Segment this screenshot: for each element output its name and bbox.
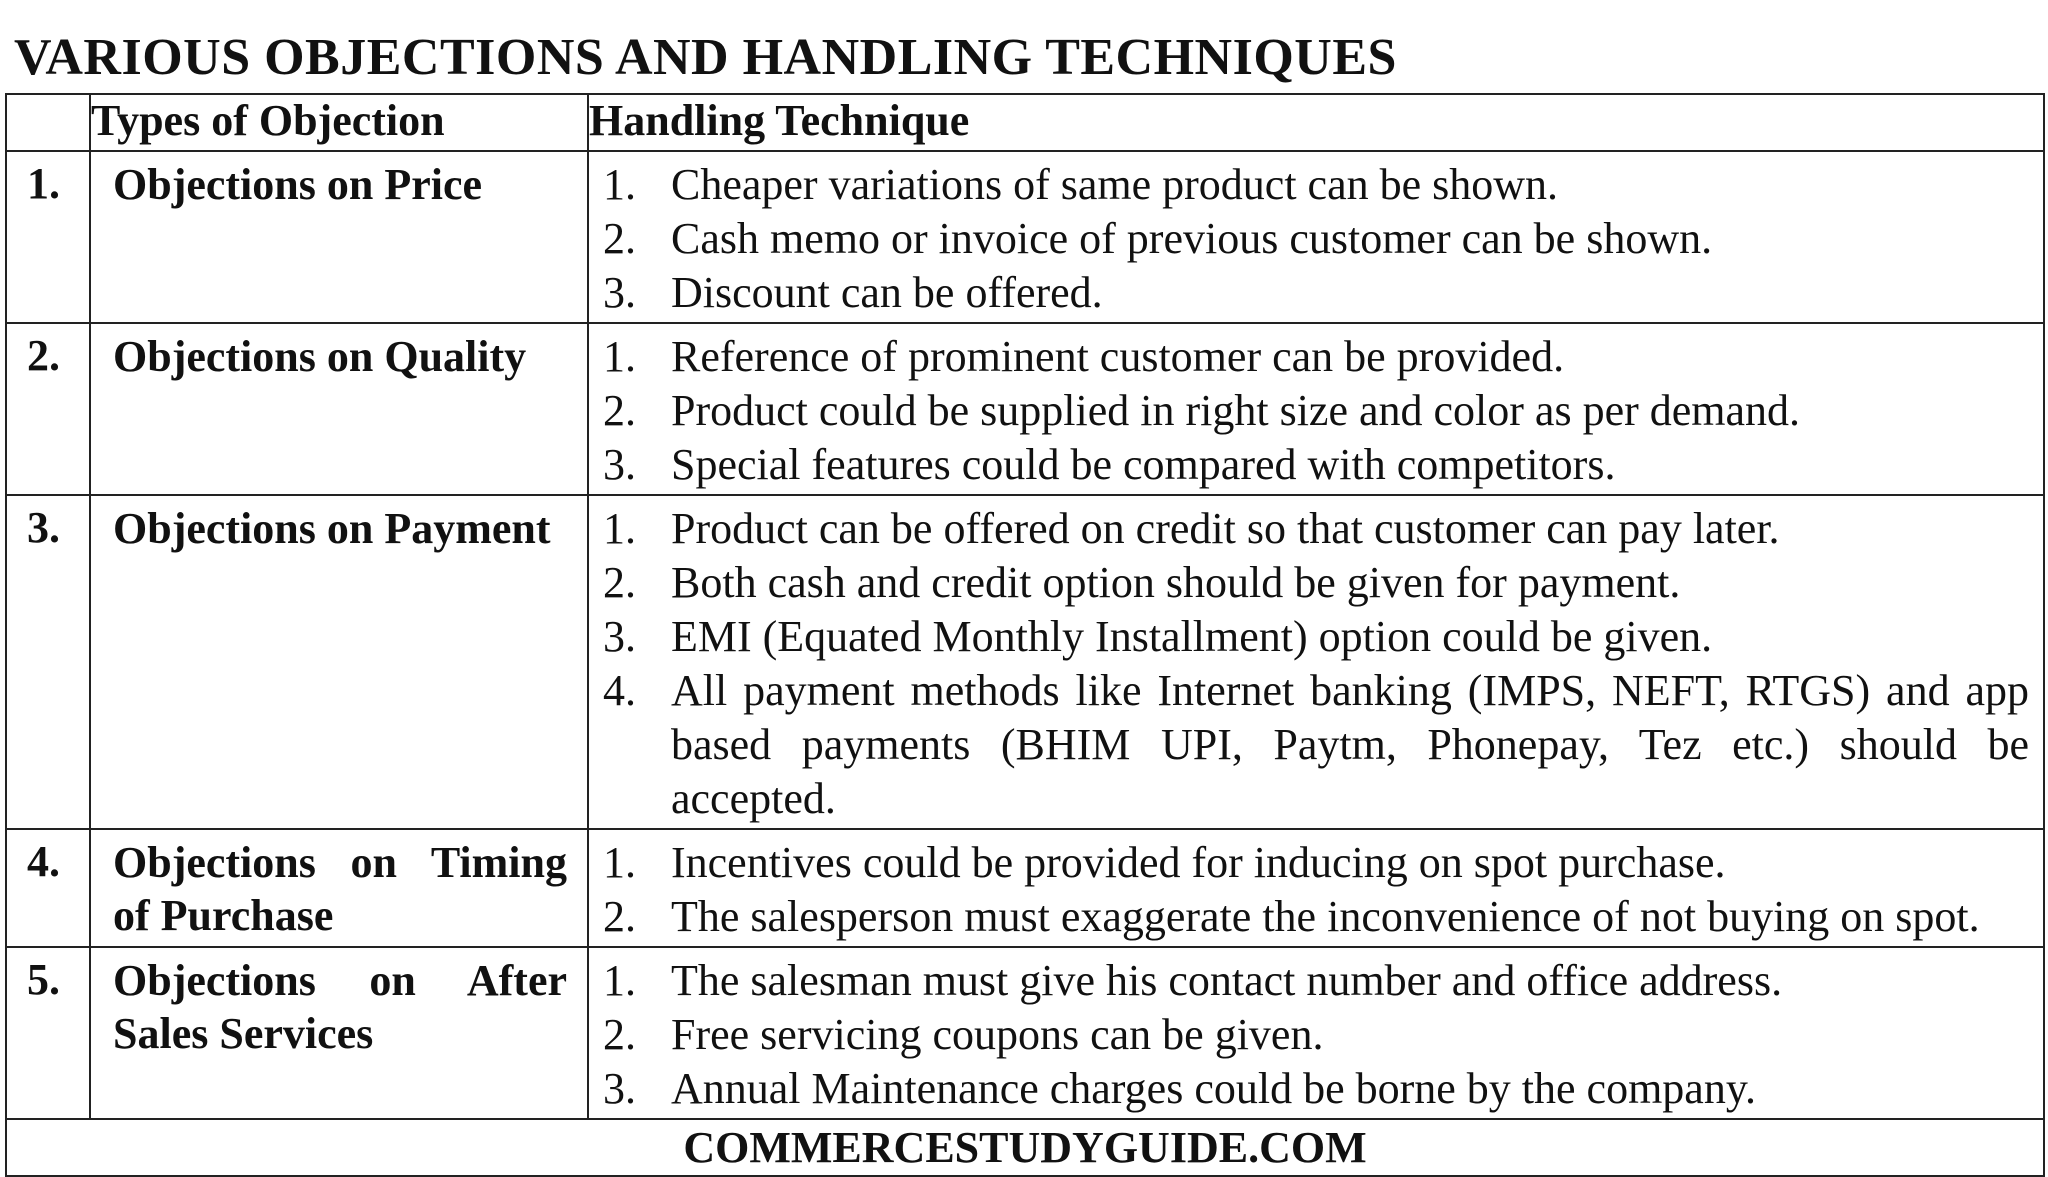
technique-number: 2. bbox=[603, 558, 636, 607]
handling-techniques-cell bbox=[588, 829, 2044, 947]
list-item bbox=[603, 330, 2029, 384]
list-item bbox=[603, 890, 2029, 944]
technique-number: 1. bbox=[603, 956, 636, 1005]
technique-text: Both cash and credit option should be given for payment. bbox=[671, 558, 1681, 607]
table-header-row bbox=[6, 94, 2044, 151]
technique-number: 1. bbox=[603, 504, 636, 553]
technique-number: 1. bbox=[603, 838, 636, 887]
technique-text: Incentives could be provided for inducing on spot purchase. bbox=[671, 838, 1726, 887]
list-item bbox=[603, 556, 2029, 610]
list-item bbox=[603, 1062, 2029, 1116]
header-objection-type: Types of Objection bbox=[90, 94, 588, 151]
header-handling-technique: Handling Technique bbox=[588, 94, 2044, 151]
handling-techniques-cell bbox=[588, 323, 2044, 495]
row-number: 3. bbox=[6, 495, 90, 829]
list-item bbox=[603, 1008, 2029, 1062]
technique-text: Cash memo or invoice of previous customer can be shown. bbox=[671, 214, 1713, 263]
technique-number: 3. bbox=[603, 1064, 636, 1113]
technique-text: The salesman must give his contact number and office address. bbox=[671, 956, 1783, 1005]
header-number bbox=[6, 94, 90, 151]
technique-text: Special features could be compared with competitors. bbox=[671, 440, 1616, 489]
handling-techniques-cell bbox=[588, 947, 2044, 1119]
table-row bbox=[6, 947, 2044, 1119]
list-item bbox=[603, 836, 2029, 890]
technique-number: 2. bbox=[603, 386, 636, 435]
list-item bbox=[603, 502, 2029, 556]
objection-type: Objections on Price bbox=[90, 151, 588, 323]
technique-text: Discount can be offered. bbox=[671, 268, 1103, 317]
technique-list bbox=[589, 948, 2043, 1118]
list-item bbox=[603, 664, 2029, 826]
technique-number: 4. bbox=[603, 666, 636, 715]
footer-row bbox=[6, 1119, 2044, 1176]
technique-number: 3. bbox=[603, 440, 636, 489]
objections-table bbox=[5, 93, 2045, 1177]
technique-list bbox=[589, 152, 2043, 322]
technique-text: The salesperson must exaggerate the inconvenience of not buying on spot. bbox=[671, 892, 1980, 941]
technique-text: All payment methods like Internet banking (IMPS, NEFT, RTGS) and app based payments (BHIM UPI, Paytm, Phonepay, Tez etc.) should be accepted. bbox=[671, 666, 2029, 823]
list-item bbox=[603, 266, 2029, 320]
handling-techniques-cell bbox=[588, 495, 2044, 829]
technique-text: Free servicing coupons can be given. bbox=[671, 1010, 1324, 1059]
technique-number: 2. bbox=[603, 1010, 636, 1059]
technique-text: EMI (Equated Monthly Installment) option could be given. bbox=[671, 612, 1713, 661]
objection-type: Objections on After Sales Services bbox=[90, 947, 588, 1119]
technique-number: 3. bbox=[603, 612, 636, 661]
list-item bbox=[603, 954, 2029, 1008]
list-item bbox=[603, 438, 2029, 492]
technique-number: 3. bbox=[603, 268, 636, 317]
technique-text: Reference of prominent customer can be provided. bbox=[671, 332, 1565, 381]
technique-list bbox=[589, 830, 2043, 946]
objection-type: Objections on Quality bbox=[90, 323, 588, 495]
list-item bbox=[603, 158, 2029, 212]
list-item bbox=[603, 384, 2029, 438]
technique-text: Product can be offered on credit so that customer can pay later. bbox=[671, 504, 1780, 553]
technique-number: 2. bbox=[603, 214, 636, 263]
page-title: VARIOUS OBJECTIONS AND HANDLING TECHNIQUES bbox=[14, 29, 1397, 86]
handling-techniques-cell bbox=[588, 151, 2044, 323]
list-item bbox=[603, 610, 2029, 664]
technique-text: Annual Maintenance charges could be borne by the company. bbox=[671, 1064, 1756, 1113]
table-row bbox=[6, 829, 2044, 947]
objection-type: Objections on Timing of Purchase bbox=[90, 829, 588, 947]
table-row bbox=[6, 151, 2044, 323]
technique-number: 2. bbox=[603, 892, 636, 941]
table-row bbox=[6, 323, 2044, 495]
list-item bbox=[603, 212, 2029, 266]
technique-number: 1. bbox=[603, 332, 636, 381]
row-number: 4. bbox=[6, 829, 90, 947]
technique-text: Product could be supplied in right size and color as per demand. bbox=[671, 386, 1801, 435]
row-number: 1. bbox=[6, 151, 90, 323]
technique-list bbox=[589, 496, 2043, 828]
row-number: 2. bbox=[6, 323, 90, 495]
technique-number: 1. bbox=[603, 160, 636, 209]
footer-site-name: COMMERCESTUDYGUIDE.COM bbox=[6, 1119, 2044, 1176]
table-row bbox=[6, 495, 2044, 829]
row-number: 5. bbox=[6, 947, 90, 1119]
technique-list bbox=[589, 324, 2043, 494]
objection-type: Objections on Payment bbox=[90, 495, 588, 829]
technique-text: Cheaper variations of same product can be shown. bbox=[671, 160, 1559, 209]
